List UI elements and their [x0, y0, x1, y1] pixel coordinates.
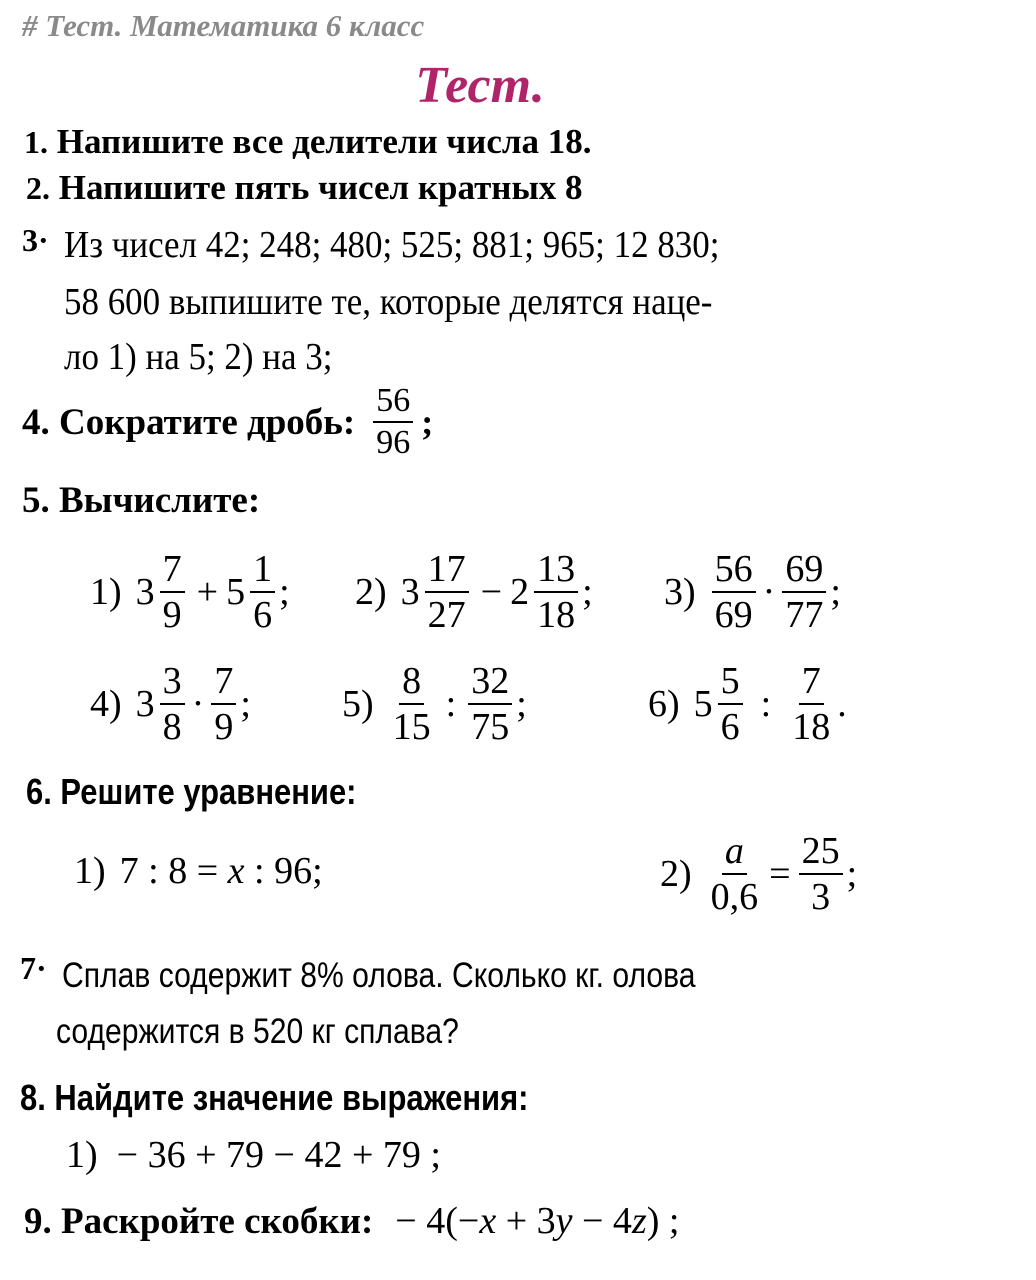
fraction-denominator: 27 — [427, 594, 466, 636]
operator: = — [769, 853, 791, 895]
fraction — [468, 662, 512, 746]
item-label: 5) — [342, 683, 374, 725]
fraction — [789, 662, 833, 746]
question-3-line-1: Из чисел 42; 248; 480; 525; 881; 965; 12 830; — [64, 224, 720, 266]
item-label: 1) — [74, 850, 106, 892]
fraction-numerator: 56 — [373, 384, 413, 423]
fraction — [211, 662, 236, 746]
fraction-denominator: 6 — [720, 706, 740, 748]
punctuation: . — [837, 683, 847, 725]
fraction-numerator: 7 — [211, 662, 236, 705]
fraction — [534, 550, 578, 634]
whole-part: 3 — [400, 571, 420, 613]
fraction — [708, 832, 762, 916]
fraction — [250, 550, 275, 634]
fraction-numerator: a — [722, 832, 747, 875]
punctuation: ; — [830, 571, 841, 613]
fraction-denominator: 18 — [792, 706, 831, 748]
fraction-denominator: 69 — [714, 594, 753, 636]
question-6: 6. Решите уравнение: — [26, 771, 357, 812]
q5-item-1 — [90, 550, 290, 634]
variable-z: z — [631, 1200, 647, 1242]
item-label: 1) — [90, 571, 122, 613]
punctuation: ; — [516, 683, 527, 725]
operator: · — [191, 683, 205, 725]
punctuation: ; — [421, 402, 434, 442]
fraction-denominator: 8 — [162, 706, 182, 748]
item-label: 3) — [664, 571, 696, 613]
punctuation: ; — [582, 571, 593, 613]
q6-equation-2 — [660, 832, 857, 916]
question-2 — [26, 170, 583, 205]
fraction-denominator: 77 — [785, 594, 824, 636]
whole-part: 3 — [135, 571, 155, 613]
fraction — [718, 662, 743, 746]
whole-part: 2 — [510, 571, 530, 613]
q5-item-2 — [355, 550, 593, 634]
fraction — [373, 384, 413, 460]
question-text: Напишите все делители числа 18. — [56, 122, 592, 161]
question-text: 4. Сократите дробь: — [22, 401, 356, 443]
question-number: 1. — [24, 124, 48, 160]
q9-expression — [395, 1202, 679, 1240]
fraction-denominator: 9 — [162, 594, 182, 636]
question-number: 2. — [26, 170, 50, 206]
fraction-numerator: 25 — [799, 832, 843, 875]
fraction-numerator: 32 — [468, 662, 512, 705]
fraction — [160, 550, 185, 634]
variable-y: y — [555, 1200, 573, 1242]
fraction-denominator: 18 — [537, 594, 576, 636]
question-8: 8. Найдите значение выражения: — [20, 1077, 529, 1118]
expression-part: − 4(− — [395, 1200, 480, 1242]
fraction — [799, 832, 843, 916]
fraction — [782, 550, 826, 634]
fraction-numerator: 5 — [718, 662, 743, 705]
operator: : — [760, 683, 772, 725]
item-label: 4) — [90, 683, 122, 725]
variable-x: x — [227, 850, 245, 892]
question-text: 9. Раскройте скобки: — [24, 1200, 374, 1242]
q6-equation-1 — [74, 852, 323, 890]
fraction-denominator: 0,6 — [710, 876, 759, 918]
item-label: 2) — [660, 853, 692, 895]
operator: − — [480, 571, 503, 613]
question-text: Напишите пять чисел кратных 8 — [58, 168, 583, 207]
fraction-denominator: 15 — [392, 706, 431, 748]
fraction — [712, 550, 756, 634]
operator: : — [445, 683, 457, 725]
q5-item-4 — [90, 662, 251, 746]
fraction-numerator: 7 — [160, 550, 185, 593]
fraction — [390, 662, 434, 746]
fraction-denominator: 6 — [253, 594, 273, 636]
item-label: 6) — [648, 683, 680, 725]
question-7-number: 7· — [20, 950, 47, 986]
punctuation: ; — [240, 683, 251, 725]
fraction-numerator: 17 — [425, 550, 469, 593]
question-4 — [22, 384, 433, 460]
punctuation: ; — [846, 853, 858, 895]
equation-right: : 96; — [244, 850, 323, 892]
fraction — [160, 662, 185, 746]
punctuation: ; — [279, 571, 290, 613]
fraction-numerator: 8 — [399, 662, 424, 705]
question-7-line-1: Сплав содержит 8% олова. Сколько кг. олова — [62, 956, 696, 995]
fraction-numerator: 69 — [782, 550, 826, 593]
question-5: 5. Вычислите: — [22, 480, 261, 521]
variable-x: x — [479, 1200, 497, 1242]
fraction-numerator: 56 — [712, 550, 756, 593]
document-header-tag: # Тест. Математика 6 класс — [22, 8, 425, 43]
item-label: 2) — [355, 571, 387, 613]
fraction — [425, 550, 469, 634]
q5-item-5 — [342, 662, 527, 746]
fraction-numerator: 1 — [250, 550, 275, 593]
q5-item-3 — [664, 550, 841, 634]
q8-expression: 1) − 36 + 79 − 42 + 79 ; — [66, 1134, 441, 1176]
question-3-number: 3· — [22, 222, 49, 258]
whole-part: 5 — [693, 683, 713, 725]
expression-part: ) ; — [646, 1200, 680, 1242]
operator: · — [762, 571, 776, 613]
question-3-line-3: ло 1) на 5; 2) на 3; — [64, 336, 333, 378]
q5-item-6 — [648, 662, 847, 746]
fraction-denominator: 3 — [811, 876, 831, 918]
expression-part: − 4 — [572, 1200, 632, 1242]
fraction-denominator: 96 — [376, 424, 411, 461]
question-3-line-2: 58 600 выпишите те, которые делятся наце- — [64, 281, 713, 323]
fraction-numerator: 7 — [799, 662, 824, 705]
question-9 — [24, 1202, 679, 1240]
page-title: Тест. — [415, 57, 545, 114]
equation-left: 7 : 8 = — [119, 850, 228, 892]
expression-part: + 3 — [496, 1200, 556, 1242]
whole-part: 5 — [226, 571, 246, 613]
question-1 — [24, 124, 592, 159]
operator: + — [196, 571, 219, 613]
fraction-denominator: 75 — [471, 706, 510, 748]
fraction-numerator: 13 — [534, 550, 578, 593]
question-7-line-2: содержится в 520 кг сплава? — [56, 1012, 459, 1051]
whole-part: 3 — [135, 683, 155, 725]
fraction-numerator: 3 — [160, 662, 185, 705]
fraction-denominator: 9 — [214, 706, 234, 748]
